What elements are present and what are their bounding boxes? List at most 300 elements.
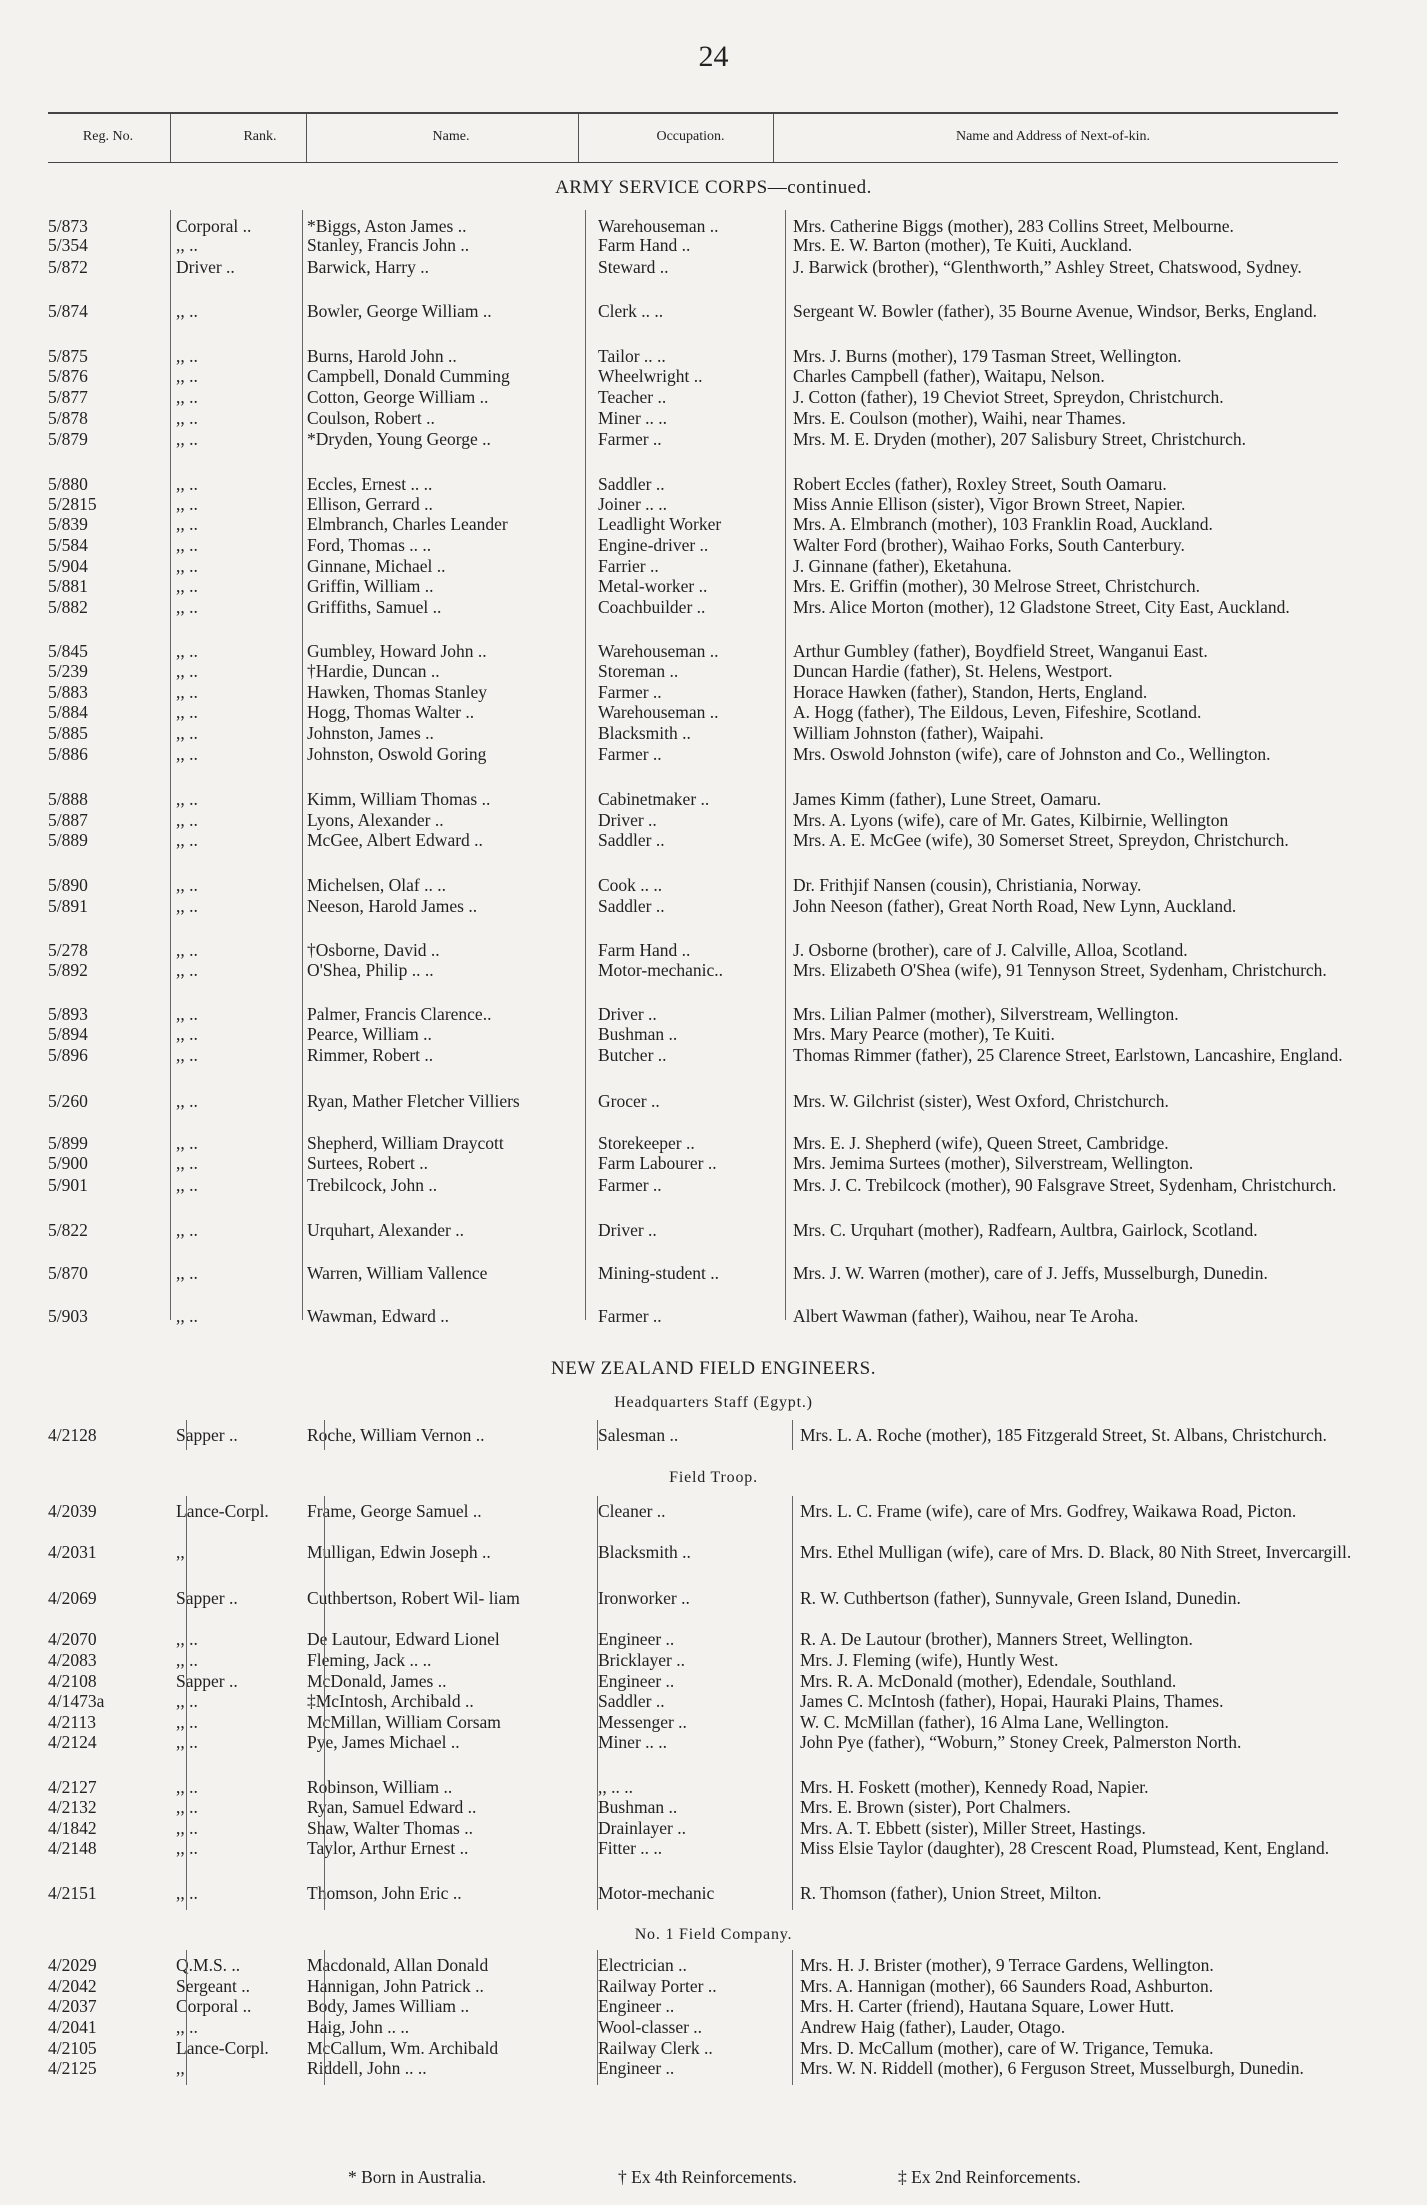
occupation-cell: Storeman .. — [598, 661, 679, 681]
occupation-cell: Saddler .. — [598, 896, 665, 916]
reg-no-cell: 5/872 — [48, 257, 88, 277]
rank-cell: Corporal .. — [176, 1996, 252, 2016]
rank-cell: ,, .. — [176, 682, 198, 702]
reg-no-cell: 4/2037 — [48, 1996, 97, 2016]
name-cell: De Lautour, Edward Lionel — [307, 1629, 500, 1649]
occupation-cell: Railway Porter .. — [598, 1976, 717, 1996]
header-name: Name. — [432, 129, 470, 144]
column-rule — [785, 210, 786, 1320]
column-rule — [597, 1420, 598, 1450]
name-cell: Body, James William .. — [307, 1996, 470, 2016]
column-rule — [186, 1950, 187, 2085]
occupation-cell: Motor-mechanic — [598, 1883, 715, 1903]
rank-cell: ,, .. — [176, 1712, 198, 1732]
occupation-cell: Miner .. .. — [598, 408, 668, 428]
occupation-cell: Miner .. .. — [598, 1732, 668, 1752]
occupation-cell: ,, .. .. — [598, 1777, 633, 1797]
name-cell: Barwick, Harry .. — [307, 257, 429, 277]
next-of-kin-cell: Mrs. E. J. Shepherd (wife), Queen Street, Cambridge. — [793, 1133, 1169, 1153]
rank-cell: Q.M.S. .. — [176, 1955, 241, 1975]
occupation-cell: Messenger .. — [598, 1712, 687, 1732]
rank-cell: ,, .. — [176, 408, 198, 428]
name-cell: Ryan, Samuel Edward .. — [307, 1797, 477, 1817]
occupation-cell: Farrier .. — [598, 556, 659, 576]
reg-no-cell: 5/822 — [48, 1220, 88, 1240]
occupation-cell: Engineer .. — [598, 1629, 675, 1649]
name-cell: McDonald, James .. — [307, 1671, 447, 1691]
reg-no-cell: 5/2815 — [48, 494, 97, 514]
next-of-kin-cell: Walter Ford (brother), Waihao Forks, South Canterbury. — [793, 535, 1185, 555]
name-cell: Ford, Thomas .. .. — [307, 535, 432, 555]
reg-no-cell: 4/2124 — [48, 1732, 97, 1752]
reg-no-cell: 4/2151 — [48, 1883, 97, 1903]
next-of-kin-cell: Mrs. H. J. Brister (mother), 9 Terrace Gardens, Wellington. — [800, 1955, 1214, 1975]
rank-cell: ,, .. — [176, 1263, 198, 1283]
next-of-kin-cell: Miss Annie Ellison (sister), Vigor Brown Street, Napier. — [793, 494, 1186, 514]
reg-no-cell: 5/900 — [48, 1153, 88, 1173]
reg-no-cell: 5/877 — [48, 387, 88, 407]
column-rule — [324, 1496, 325, 1910]
next-of-kin-cell: Mrs. Ethel Mulligan (wife), care of Mrs. D. Black, 80 Nith Street, Invercargill. — [800, 1542, 1352, 1562]
name-cell: McMillan, William Corsam — [307, 1712, 501, 1732]
rank-cell: ,, .. — [176, 1838, 198, 1858]
occupation-cell: Joiner .. .. — [598, 494, 668, 514]
reg-no-cell: 5/845 — [48, 641, 88, 661]
rank-cell: ,, .. — [176, 1175, 198, 1195]
rank-cell: Sapper .. — [176, 1588, 238, 1608]
name-cell: Burns, Harold John .. — [307, 346, 457, 366]
occupation-cell: Warehouseman .. — [598, 702, 719, 722]
rank-cell: ,, .. — [176, 896, 198, 916]
header-occupation: Occupation. — [656, 129, 725, 144]
name-cell: Ryan, Mather Fletcher Villiers — [307, 1091, 520, 1111]
column-rule — [170, 210, 171, 1320]
rank-cell: ,, .. — [176, 1045, 198, 1065]
reg-no-cell: 5/894 — [48, 1024, 88, 1044]
name-cell: Mulligan, Edwin Joseph .. — [307, 1542, 491, 1562]
column-rule — [585, 210, 586, 1320]
name-cell: Roche, William Vernon .. — [307, 1425, 485, 1445]
next-of-kin-cell: William Johnston (father), Waipahi. — [793, 723, 1044, 743]
name-cell: Neeson, Harold James .. — [307, 896, 478, 916]
occupation-cell: Electrician .. — [598, 1955, 687, 1975]
name-cell: Lyons, Alexander .. — [307, 810, 444, 830]
rank-cell: ,, .. — [176, 597, 198, 617]
reg-no-cell: 5/890 — [48, 875, 88, 895]
name-cell: Hawken, Thomas Stanley — [307, 682, 487, 702]
column-rule — [186, 1496, 187, 1910]
occupation-cell: Ironworker .. — [598, 1588, 690, 1608]
occupation-cell: Bushman .. — [598, 1797, 678, 1817]
column-rule — [597, 1950, 598, 2085]
next-of-kin-cell: Miss Elsie Taylor (daughter), 28 Crescent Road, Plumstead, Kent, England. — [800, 1838, 1330, 1858]
reg-no-cell: 5/886 — [48, 744, 88, 764]
next-of-kin-cell: Arthur Gumbley (father), Boydfield Street, Wanganui East. — [793, 641, 1208, 661]
name-cell: Pearce, William .. — [307, 1024, 432, 1044]
next-of-kin-cell: Mrs. C. Urquhart (mother), Radfearn, Aultbra, Gairlock, Scotland. — [793, 1220, 1258, 1240]
name-cell: Palmer, Francis Clarence.. — [307, 1004, 492, 1024]
rank-cell: Lance-Corpl. — [176, 2038, 269, 2058]
reg-no-cell: 5/882 — [48, 597, 88, 617]
occupation-cell: Drainlayer .. — [598, 1818, 686, 1838]
reg-no-cell: 4/2132 — [48, 1797, 97, 1817]
name-cell: Fleming, Jack .. .. — [307, 1650, 432, 1670]
next-of-kin-cell: Mrs. R. A. McDonald (mother), Edendale, Southland. — [800, 1671, 1177, 1691]
occupation-cell: Farmer .. — [598, 1175, 662, 1195]
name-cell: McGee, Albert Edward .. — [307, 830, 483, 850]
column-rule — [324, 1950, 325, 2085]
name-cell: Griffiths, Samuel .. — [307, 597, 442, 617]
rank-cell: Corporal .. — [176, 216, 252, 236]
rank-cell: ,, .. — [176, 346, 198, 366]
occupation-cell: Butcher .. — [598, 1045, 667, 1065]
next-of-kin-cell: Mrs. H. Foskett (mother), Kennedy Road, Napier. — [800, 1777, 1149, 1797]
next-of-kin-cell: Charles Campbell (father), Waitapu, Nelson. — [793, 366, 1105, 386]
occupation-cell: Storekeeper .. — [598, 1133, 695, 1153]
next-of-kin-cell: Mrs. E. Coulson (mother), Waihi, near Thames. — [793, 408, 1126, 428]
rank-cell: ,, .. — [176, 641, 198, 661]
rank-cell: Sapper .. — [176, 1425, 238, 1445]
name-cell: Pye, James Michael .. — [307, 1732, 460, 1752]
page-number: 24 — [698, 40, 729, 73]
column-rule — [597, 1496, 598, 1910]
next-of-kin-cell: Sergeant W. Bowler (father), 35 Bourne Avenue, Windsor, Berks, England. — [793, 301, 1317, 321]
next-of-kin-cell: Duncan Hardie (father), St. Helens, Westport. — [793, 661, 1113, 681]
next-of-kin-cell: Mrs. E. W. Barton (mother), Te Kuiti, Auckland. — [793, 235, 1133, 255]
name-cell: Shepherd, William Draycott — [307, 1133, 504, 1153]
reg-no-cell: 4/1842 — [48, 1818, 97, 1838]
occupation-cell: Farm Hand .. — [598, 940, 691, 960]
next-of-kin-cell: James Kimm (father), Lune Street, Oamaru. — [793, 789, 1102, 809]
occupation-cell: Wool-classer .. — [598, 2017, 703, 2037]
name-cell: O'Shea, Philip .. .. — [307, 960, 434, 980]
name-cell: Frame, George Samuel .. — [307, 1501, 482, 1521]
next-of-kin-cell: Mrs. J. C. Trebilcock (mother), 90 Falsgrave Street, Sydenham, Christchurch. — [793, 1175, 1337, 1195]
column-rule — [792, 1420, 793, 1450]
name-cell: †Hardie, Duncan .. — [307, 661, 440, 681]
occupation-cell: Driver .. — [598, 1004, 657, 1024]
name-cell: Bowler, George William .. — [307, 301, 492, 321]
name-cell: Macdonald, Allan Donald — [307, 1955, 489, 1975]
name-cell: Riddell, John .. .. — [307, 2058, 427, 2078]
occupation-cell: Farm Labourer .. — [598, 1153, 717, 1173]
next-of-kin-cell: John Neeson (father), Great North Road, New Lynn, Auckland. — [793, 896, 1237, 916]
occupation-cell: Mining-student .. — [598, 1263, 720, 1283]
next-of-kin-cell: Mrs. A. Hannigan (mother), 66 Saunders Road, Ashburton. — [800, 1976, 1214, 1996]
rank-cell: ,, .. — [176, 1797, 198, 1817]
name-cell: †Osborne, David .. — [307, 940, 440, 960]
occupation-cell: Saddler .. — [598, 830, 665, 850]
rank-cell: ,, .. — [176, 1133, 198, 1153]
occupation-cell: Coachbuilder .. — [598, 597, 706, 617]
footnote-ex-2nd: ‡ Ex 2nd Reinforcements. — [898, 2167, 1081, 2187]
rank-cell: ,, .. — [176, 1220, 198, 1240]
name-cell: Johnston, James .. — [307, 723, 434, 743]
rank-cell: ,, .. — [176, 514, 198, 534]
reg-no-cell: 5/893 — [48, 1004, 88, 1024]
occupation-cell: Engineer .. — [598, 1671, 675, 1691]
footnote-ex-4th: † Ex 4th Reinforcements. — [618, 2167, 797, 2187]
reg-no-cell: 5/896 — [48, 1045, 88, 1065]
rank-cell: ,, .. — [176, 960, 198, 980]
reg-no-cell: 4/2041 — [48, 2017, 97, 2037]
section-title-army-service-corps: ARMY SERVICE CORPS—continued. — [555, 177, 872, 198]
next-of-kin-cell: W. C. McMillan (father), 16 Alma Lane, Wellington. — [800, 1712, 1169, 1732]
reg-no-cell: 5/839 — [48, 514, 88, 534]
next-of-kin-cell: Mrs. J. Fleming (wife), Huntly West. — [800, 1650, 1059, 1670]
reg-no-cell: 5/904 — [48, 556, 88, 576]
reg-no-cell: 5/889 — [48, 830, 88, 850]
subsection-title-headquarters: Headquarters Staff (Egypt.) — [614, 1394, 813, 1411]
name-cell: Cuthbertson, Robert Wil- liam — [307, 1588, 520, 1608]
occupation-cell: Cook .. .. — [598, 875, 663, 895]
reg-no-cell: 4/2128 — [48, 1425, 97, 1445]
occupation-cell: Leadlight Worker — [598, 514, 722, 534]
rank-cell: ,, .. — [176, 1691, 198, 1711]
next-of-kin-cell: Mrs. Catherine Biggs (mother), 283 Collins Street, Melbourne. — [793, 216, 1234, 236]
occupation-cell: Farmer .. — [598, 744, 662, 764]
reg-no-cell: 5/876 — [48, 366, 88, 386]
next-of-kin-cell: Mrs. Lilian Palmer (mother), Silverstream, Wellington. — [793, 1004, 1179, 1024]
name-cell: Rimmer, Robert .. — [307, 1045, 434, 1065]
reg-no-cell: 5/881 — [48, 576, 88, 596]
name-cell: *Dryden, Young George .. — [307, 429, 491, 449]
name-cell: Trebilcock, John .. — [307, 1175, 438, 1195]
rank-cell: ,, .. — [176, 744, 198, 764]
subsection-title-field-troop: Field Troop. — [669, 1469, 758, 1486]
reg-no-cell: 5/892 — [48, 960, 88, 980]
next-of-kin-cell: James C. McIntosh (father), Hopai, Hauraki Plains, Thames. — [800, 1691, 1224, 1711]
column-rule — [324, 1420, 325, 1450]
section-title-nz-field-engineers: NEW ZEALAND FIELD ENGINEERS. — [551, 1358, 876, 1379]
occupation-cell: Grocer .. — [598, 1091, 660, 1111]
rank-cell: ,, .. — [176, 723, 198, 743]
rank-cell: Lance-Corpl. — [176, 1501, 269, 1521]
rank-cell: ,, .. — [176, 702, 198, 722]
column-rule — [792, 1496, 793, 1910]
next-of-kin-cell: J. Cotton (father), 19 Cheviot Street, Spreydon, Christchurch. — [793, 387, 1224, 407]
rank-cell: ,, .. — [176, 235, 198, 255]
reg-no-cell: 5/870 — [48, 1263, 88, 1283]
next-of-kin-cell: Mrs. E. Brown (sister), Port Chalmers. — [800, 1797, 1071, 1817]
name-cell: Haig, John .. .. — [307, 2017, 410, 2037]
reg-no-cell: 4/2070 — [48, 1629, 97, 1649]
next-of-kin-cell: Mrs. J. Burns (mother), 179 Tasman Street, Wellington. — [793, 346, 1182, 366]
rank-cell: ,, .. — [176, 1024, 198, 1044]
reg-no-cell: 5/883 — [48, 682, 88, 702]
occupation-cell: Farmer .. — [598, 682, 662, 702]
name-cell: Urquhart, Alexander .. — [307, 1220, 464, 1240]
reg-no-cell: 4/1473a — [48, 1691, 105, 1711]
subsection-title-field-company: No. 1 Field Company. — [634, 1926, 793, 1943]
reg-no-cell: 5/878 — [48, 408, 88, 428]
next-of-kin-cell: J. Barwick (brother), “Glenthworth,” Ashley Street, Chatswood, Sydney. — [793, 257, 1302, 277]
next-of-kin-cell: Mrs. J. W. Warren (mother), care of J. Jeffs, Musselburgh, Dunedin. — [793, 1263, 1268, 1283]
reg-no-cell: 4/2039 — [48, 1501, 97, 1521]
rank-cell: ,, .. — [176, 535, 198, 555]
reg-no-cell: 5/903 — [48, 1306, 88, 1326]
reg-no-cell: 5/874 — [48, 301, 88, 321]
rank-cell: Sapper .. — [176, 1671, 238, 1691]
reg-no-cell: 5/887 — [48, 810, 88, 830]
next-of-kin-cell: Mrs. M. E. Dryden (mother), 207 Salisbury Street, Christchurch. — [793, 429, 1246, 449]
rank-cell: ,, .. — [176, 1153, 198, 1173]
next-of-kin-cell: Dr. Frithjif Nansen (cousin), Christiania, Norway. — [793, 875, 1142, 895]
name-cell: Cotton, George William .. — [307, 387, 489, 407]
next-of-kin-cell: R. Thomson (father), Union Street, Milton. — [800, 1883, 1102, 1903]
rank-cell: ,, .. — [176, 494, 198, 514]
name-cell: Michelsen, Olaf .. .. — [307, 875, 446, 895]
column-header — [48, 112, 1338, 163]
name-cell: Griffin, William .. — [307, 576, 434, 596]
occupation-cell: Steward .. — [598, 257, 669, 277]
next-of-kin-cell: Mrs. A. Elmbranch (mother), 103 Franklin Road, Auckland. — [793, 514, 1213, 534]
reg-no-cell: 5/239 — [48, 661, 88, 681]
occupation-cell: Bricklayer .. — [598, 1650, 685, 1670]
next-of-kin-cell: Robert Eccles (father), Roxley Street, South Oamaru. — [793, 474, 1167, 494]
next-of-kin-cell: Mrs. Jemima Surtees (mother), Silverstream, Wellington. — [793, 1153, 1194, 1173]
footnote-born-australia: * Born in Australia. — [348, 2167, 487, 2187]
rank-cell: ,, .. — [176, 366, 198, 386]
next-of-kin-cell: Mrs. W. N. Riddell (mother), 6 Ferguson Street, Musselburgh, Dunedin. — [800, 2058, 1304, 2078]
next-of-kin-cell: Mrs. A. Lyons (wife), care of Mr. Gates, Kilbirnie, Wellington — [793, 810, 1229, 830]
next-of-kin-cell: Mrs. A. T. Ebbett (sister), Miller Street, Hastings. — [800, 1818, 1146, 1838]
next-of-kin-cell: Thomas Rimmer (father), 25 Clarence Street, Earlstown, Lancashire, England. — [793, 1045, 1343, 1065]
next-of-kin-cell: R. A. De Lautour (brother), Manners Street, Wellington. — [800, 1629, 1193, 1649]
reg-no-cell: 5/880 — [48, 474, 88, 494]
rank-cell: ,, .. — [176, 1732, 198, 1752]
reg-no-cell: 4/2113 — [48, 1712, 96, 1732]
reg-no-cell: 4/2031 — [48, 1542, 97, 1562]
rank-cell: ,, .. — [176, 1004, 198, 1024]
next-of-kin-cell: Mrs. E. Griffin (mother), 30 Melrose Street, Christchurch. — [793, 576, 1200, 596]
rank-cell: ,, .. — [176, 1629, 198, 1649]
name-cell: Hannigan, John Patrick .. — [307, 1976, 484, 1996]
reg-no-cell: 4/2125 — [48, 2058, 97, 2078]
name-cell: Ellison, Gerrard .. — [307, 494, 433, 514]
reg-no-cell: 4/2148 — [48, 1838, 97, 1858]
occupation-cell: Farm Hand .. — [598, 235, 691, 255]
reg-no-cell: 5/260 — [48, 1091, 88, 1111]
occupation-cell: Engineer .. — [598, 1996, 675, 2016]
occupation-cell: Engine-driver .. — [598, 535, 709, 555]
rank-cell: Sergeant .. — [176, 1976, 251, 1996]
name-cell: Johnston, Oswold Goring — [307, 744, 487, 764]
name-cell: ‡McIntosh, Archibald .. — [307, 1691, 474, 1711]
name-cell: Wawman, Edward .. — [307, 1306, 449, 1326]
column-rule — [302, 210, 303, 1320]
occupation-cell: Saddler .. — [598, 474, 665, 494]
rank-cell: Driver .. — [176, 257, 235, 277]
rank-cell: ,, .. — [176, 789, 198, 809]
rank-cell: ,, — [176, 1542, 185, 1562]
reg-no-cell: 5/901 — [48, 1175, 88, 1195]
column-rule — [186, 1420, 187, 1450]
reg-no-cell: 5/873 — [48, 216, 88, 236]
name-cell: Gumbley, Howard John .. — [307, 641, 487, 661]
reg-no-cell: 4/2105 — [48, 2038, 97, 2058]
next-of-kin-cell: J. Osborne (brother), care of J. Calville, Alloa, Scotland. — [793, 940, 1188, 960]
next-of-kin-cell: J. Ginnane (father), Eketahuna. — [793, 556, 1012, 576]
occupation-cell: Engineer .. — [598, 2058, 675, 2078]
header-reg-no: Reg. No. — [82, 129, 134, 144]
reg-no-cell: 4/2042 — [48, 1976, 97, 1996]
next-of-kin-cell: Mrs. Elizabeth O'Shea (wife), 91 Tennyson Street, Sydenham, Christchurch. — [793, 960, 1327, 980]
rank-cell: ,, .. — [176, 2017, 198, 2037]
name-cell: Surtees, Robert .. — [307, 1153, 429, 1173]
next-of-kin-cell: Mrs. Oswold Johnston (wife), care of Johnston and Co., Wellington. — [793, 744, 1271, 764]
next-of-kin-cell: A. Hogg (father), The Eildous, Leven, Fifeshire, Scotland. — [793, 702, 1202, 722]
name-cell: McCallum, Wm. Archibald — [307, 2038, 499, 2058]
reg-no-cell: 4/2108 — [48, 1671, 97, 1691]
next-of-kin-cell: R. W. Cuthbertson (father), Sunnyvale, Green Island, Dunedin. — [800, 1588, 1241, 1608]
occupation-cell: Bushman .. — [598, 1024, 678, 1044]
name-cell: Ginnane, Michael .. — [307, 556, 446, 576]
next-of-kin-cell: Mrs. L. C. Frame (wife), care of Mrs. Godfrey, Waikawa Road, Picton. — [800, 1501, 1297, 1521]
occupation-cell: Tailor .. .. — [598, 346, 666, 366]
reg-no-cell: 5/885 — [48, 723, 88, 743]
name-cell: Warren, William Vallence — [307, 1263, 488, 1283]
name-cell: Taylor, Arthur Ernest .. — [307, 1838, 469, 1858]
rank-cell: ,, .. — [176, 1818, 198, 1838]
next-of-kin-cell: John Pye (father), “Woburn,” Stoney Creek, Palmerston North. — [800, 1732, 1242, 1752]
reg-no-cell: 5/899 — [48, 1133, 88, 1153]
reg-no-cell: 4/2127 — [48, 1777, 97, 1797]
occupation-cell: Blacksmith .. — [598, 1542, 691, 1562]
occupation-cell: Cleaner .. — [598, 1501, 666, 1521]
occupation-cell: Clerk .. .. — [598, 301, 664, 321]
occupation-cell: Saddler .. — [598, 1691, 665, 1711]
rank-cell: ,, .. — [176, 556, 198, 576]
occupation-cell: Warehouseman .. — [598, 216, 719, 236]
reg-no-cell: 5/584 — [48, 535, 88, 555]
occupation-cell: Blacksmith .. — [598, 723, 691, 743]
reg-no-cell: 5/875 — [48, 346, 88, 366]
rank-cell: ,, .. — [176, 474, 198, 494]
rank-cell: ,, .. — [176, 301, 198, 321]
header-next-of-kin: Name and Address of Next-of-kin. — [955, 129, 1150, 144]
rank-cell: ,, .. — [176, 429, 198, 449]
occupation-cell: Fitter .. .. — [598, 1838, 663, 1858]
reg-no-cell: 4/2069 — [48, 1588, 97, 1608]
name-cell: Kimm, William Thomas .. — [307, 789, 491, 809]
name-cell: Robinson, William .. — [307, 1777, 453, 1797]
next-of-kin-cell: Mrs. W. Gilchrist (sister), West Oxford, Christchurch. — [793, 1091, 1169, 1111]
occupation-cell: Warehouseman .. — [598, 641, 719, 661]
occupation-cell: Driver .. — [598, 810, 657, 830]
rank-cell: ,, — [176, 2058, 185, 2078]
rank-cell: ,, .. — [176, 576, 198, 596]
name-cell: Shaw, Walter Thomas .. — [307, 1818, 473, 1838]
rank-cell: ,, .. — [176, 830, 198, 850]
name-cell: *Biggs, Aston James .. — [307, 216, 467, 236]
name-cell: Stanley, Francis John .. — [307, 235, 470, 255]
occupation-cell: Motor-mechanic.. — [598, 960, 724, 980]
name-cell: Coulson, Robert .. — [307, 408, 435, 428]
next-of-kin-cell: Mrs. A. E. McGee (wife), 30 Somerset Street, Spreydon, Christchurch. — [793, 830, 1289, 850]
rank-cell: ,, .. — [176, 1883, 198, 1903]
name-cell: Eccles, Ernest .. .. — [307, 474, 433, 494]
reg-no-cell: 5/879 — [48, 429, 88, 449]
reg-no-cell: 5/888 — [48, 789, 88, 809]
name-cell: Hogg, Thomas Walter .. — [307, 702, 475, 722]
rank-cell: ,, .. — [176, 1091, 198, 1111]
occupation-cell: Wheelwright .. — [598, 366, 703, 386]
rank-cell: ,, .. — [176, 810, 198, 830]
reg-no-cell: 5/278 — [48, 940, 88, 960]
reg-no-cell: 5/884 — [48, 702, 88, 722]
occupation-cell: Driver .. — [598, 1220, 657, 1240]
